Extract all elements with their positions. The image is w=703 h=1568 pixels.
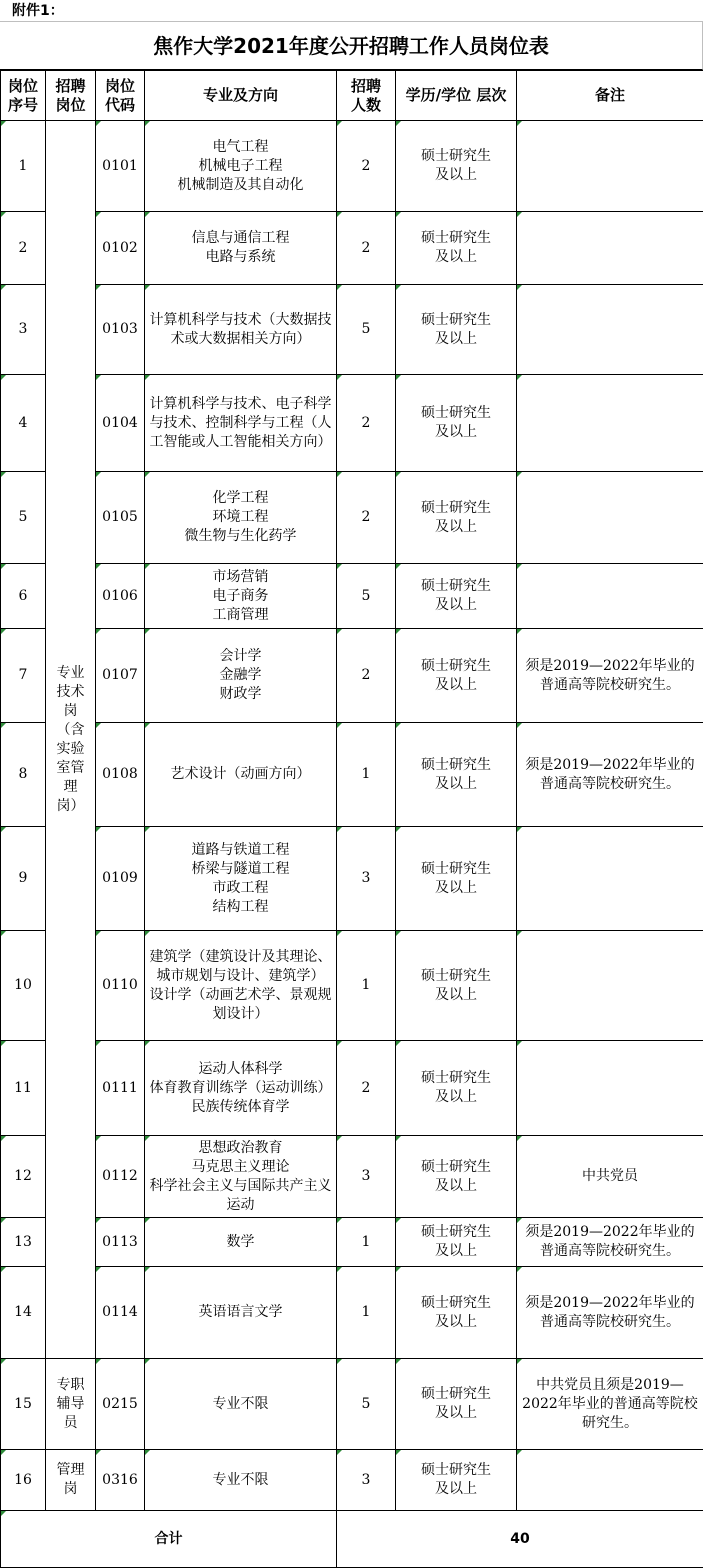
total-row: [1, 1511, 703, 1568]
row-major: [145, 931, 337, 1041]
table-body: [1, 121, 703, 1511]
row-seq: 1: [1, 121, 46, 212]
row-seq: 9: [1, 827, 46, 931]
table-row: [1, 1359, 703, 1450]
table-row: [1, 723, 703, 827]
row-note: [517, 564, 703, 629]
row-count: 2: [337, 212, 396, 285]
row-seq: 5: [1, 472, 46, 564]
row-degree: 硕士研究生及以上: [396, 629, 517, 723]
major-line: 科学社会主义与国际共产主义运动: [148, 1177, 333, 1215]
major-line: 桥梁与隧道工程: [148, 860, 333, 879]
row-major: [145, 1450, 337, 1511]
row-seq: 15: [1, 1359, 46, 1450]
row-note: [517, 285, 703, 375]
row-major: [145, 472, 337, 564]
row-degree: 硕士研究生及以上: [396, 1267, 517, 1359]
table-row: [1, 375, 703, 472]
row-note: [517, 472, 703, 564]
positions-table: [0, 70, 703, 1568]
row-note: 须是2019—2022年毕业的普通高等院校研究生。: [517, 723, 703, 827]
row-note: [517, 212, 703, 285]
row-count: 1: [337, 931, 396, 1041]
row-count: 2: [337, 375, 396, 472]
row-code: 0110: [96, 931, 145, 1041]
row-code: 0106: [96, 564, 145, 629]
row-count: 3: [337, 1136, 396, 1218]
row-count: 2: [337, 629, 396, 723]
major-line: 电路与系统: [148, 248, 333, 267]
row-major: [145, 1267, 337, 1359]
row-degree: 硕士研究生及以上: [396, 931, 517, 1041]
major-line: 工商管理: [148, 606, 333, 625]
row-seq: 12: [1, 1136, 46, 1218]
table-row: [1, 827, 703, 931]
row-note: 中共党员: [517, 1136, 703, 1218]
row-count: 3: [337, 827, 396, 931]
major-line: 计算机科学与技术（大数据技术或大数据相关方向）: [148, 311, 333, 349]
row-major: [145, 1359, 337, 1450]
row-code: 0108: [96, 723, 145, 827]
row-major: [145, 1218, 337, 1267]
row-major: [145, 629, 337, 723]
row-seq: 10: [1, 931, 46, 1041]
major-line: 化学工程: [148, 489, 333, 508]
table-row: [1, 121, 703, 212]
major-line: 财政学: [148, 685, 333, 704]
row-code: 0105: [96, 472, 145, 564]
row-count: 5: [337, 564, 396, 629]
row-degree: 硕士研究生及以上: [396, 472, 517, 564]
major-line: 数学: [148, 1233, 333, 1252]
major-line: 建筑学（建筑设计及其理论、城市规划与设计、建筑学）: [148, 948, 333, 986]
table-row: [1, 1218, 703, 1267]
table-row: [1, 472, 703, 564]
major-line: 机械制造及其自动化: [148, 176, 333, 195]
row-seq: 13: [1, 1218, 46, 1267]
row-count: 2: [337, 1041, 396, 1136]
row-note: 须是2019—2022年毕业的普通高等院校研究生。: [517, 1267, 703, 1359]
major-line: 艺术设计（动画方向）: [148, 765, 333, 784]
row-seq: 8: [1, 723, 46, 827]
row-code: 0114: [96, 1267, 145, 1359]
row-seq: 6: [1, 564, 46, 629]
row-code: 0215: [96, 1359, 145, 1450]
row-count: 2: [337, 472, 396, 564]
row-major: [145, 723, 337, 827]
row-note: [517, 121, 703, 212]
table-row: [1, 629, 703, 723]
header-major: 专业及方向: [145, 71, 337, 121]
row-code: 0101: [96, 121, 145, 212]
table-row: [1, 212, 703, 285]
header-seq: 岗位序号: [1, 71, 46, 121]
header-degree: 学历/学位 层次: [396, 71, 517, 121]
major-line: 计算机科学与技术、电子科学与技术、控制科学与工程（人工智能或人工智能相关方向）: [148, 395, 333, 452]
row-note: 须是2019—2022年毕业的普通高等院校研究生。: [517, 629, 703, 723]
row-code: 0111: [96, 1041, 145, 1136]
total-value: 40: [337, 1511, 703, 1568]
row-count: 3: [337, 1450, 396, 1511]
table-row: [1, 1450, 703, 1511]
table-row: [1, 285, 703, 375]
major-line: 马克思主义理论: [148, 1158, 333, 1177]
major-line: 环境工程: [148, 508, 333, 527]
row-seq: 16: [1, 1450, 46, 1511]
row-major: [145, 375, 337, 472]
row-degree: 硕士研究生及以上: [396, 564, 517, 629]
row-note: 中共党员且须是2019—2022年毕业的普通高等院校研究生。: [517, 1359, 703, 1450]
major-line: 体育教育训练学（运动训练）: [148, 1079, 333, 1098]
row-degree: 硕士研究生及以上: [396, 375, 517, 472]
major-line: 电气工程: [148, 138, 333, 157]
row-code: 0109: [96, 827, 145, 931]
major-line: 微生物与生化药学: [148, 527, 333, 546]
major-line: 运动人体科学: [148, 1060, 333, 1079]
row-degree: 硕士研究生及以上: [396, 212, 517, 285]
header-code: 岗位代码: [96, 71, 145, 121]
table-row: [1, 1041, 703, 1136]
row-degree: 硕士研究生及以上: [396, 1136, 517, 1218]
row-degree: 硕士研究生及以上: [396, 827, 517, 931]
row-code: 0103: [96, 285, 145, 375]
row-seq: 3: [1, 285, 46, 375]
row-degree: 硕士研究生及以上: [396, 285, 517, 375]
row-major: [145, 1136, 337, 1218]
header-post: 招聘岗位: [46, 71, 96, 121]
row-seq: 14: [1, 1267, 46, 1359]
total-label: 合计: [1, 1511, 337, 1568]
page-title: 焦作大学2021年度公开招聘工作人员岗位表: [0, 22, 703, 70]
attachment-label: 附件1：: [0, 0, 703, 22]
major-line: 结构工程: [148, 898, 333, 917]
row-note: [517, 375, 703, 472]
row-degree: 硕士研究生及以上: [396, 1450, 517, 1511]
major-line: 市政工程: [148, 879, 333, 898]
header-count: 招聘人数: [337, 71, 396, 121]
row-note: [517, 827, 703, 931]
major-line: 道路与铁道工程: [148, 841, 333, 860]
major-line: 专业不限: [148, 1471, 333, 1490]
row-code: 0102: [96, 212, 145, 285]
row-count: 2: [337, 121, 396, 212]
row-major: [145, 212, 337, 285]
row-note: [517, 931, 703, 1041]
row-degree: 硕士研究生及以上: [396, 1041, 517, 1136]
header-row: [1, 71, 703, 121]
row-major: [145, 827, 337, 931]
row-note: 须是2019—2022年毕业的普通高等院校研究生。: [517, 1218, 703, 1267]
row-count: 5: [337, 285, 396, 375]
row-note: [517, 1041, 703, 1136]
row-code: 0316: [96, 1450, 145, 1511]
major-line: 会计学: [148, 647, 333, 666]
major-line: 专业不限: [148, 1395, 333, 1414]
major-line: 电子商务: [148, 587, 333, 606]
major-line: 信息与通信工程: [148, 229, 333, 248]
row-code: 0113: [96, 1218, 145, 1267]
header-note: 备注: [517, 71, 703, 121]
row-seq: 4: [1, 375, 46, 472]
major-line: 英语语言文学: [148, 1303, 333, 1322]
row-count: 1: [337, 723, 396, 827]
major-line: 设计学（动画艺术学、景观规划设计）: [148, 986, 333, 1024]
table-row: [1, 1136, 703, 1218]
row-seq: 2: [1, 212, 46, 285]
row-degree: 硕士研究生及以上: [396, 723, 517, 827]
row-degree: 硕士研究生及以上: [396, 121, 517, 212]
table-row: [1, 564, 703, 629]
row-major: [145, 121, 337, 212]
row-major: [145, 285, 337, 375]
row-degree: 硕士研究生及以上: [396, 1359, 517, 1450]
row-code: 0112: [96, 1136, 145, 1218]
row-degree: 硕士研究生及以上: [396, 1218, 517, 1267]
table-row: [1, 1267, 703, 1359]
major-line: 民族传统体育学: [148, 1098, 333, 1117]
major-line: 思想政治教育: [148, 1139, 333, 1158]
row-seq: 11: [1, 1041, 46, 1136]
row-major: [145, 564, 337, 629]
major-line: 金融学: [148, 666, 333, 685]
row-count: 1: [337, 1267, 396, 1359]
table-row: [1, 931, 703, 1041]
post-group: 管理岗: [46, 1450, 96, 1511]
row-count: 5: [337, 1359, 396, 1450]
row-seq: 7: [1, 629, 46, 723]
row-major: [145, 1041, 337, 1136]
row-code: 0104: [96, 375, 145, 472]
major-line: 市场营销: [148, 568, 333, 587]
post-group: 专业技术岗（含实验室管理岗）: [46, 121, 96, 1359]
row-count: 1: [337, 1218, 396, 1267]
post-group: 专职辅导员: [46, 1359, 96, 1450]
row-note: [517, 1450, 703, 1511]
major-line: 机械电子工程: [148, 157, 333, 176]
row-code: 0107: [96, 629, 145, 723]
